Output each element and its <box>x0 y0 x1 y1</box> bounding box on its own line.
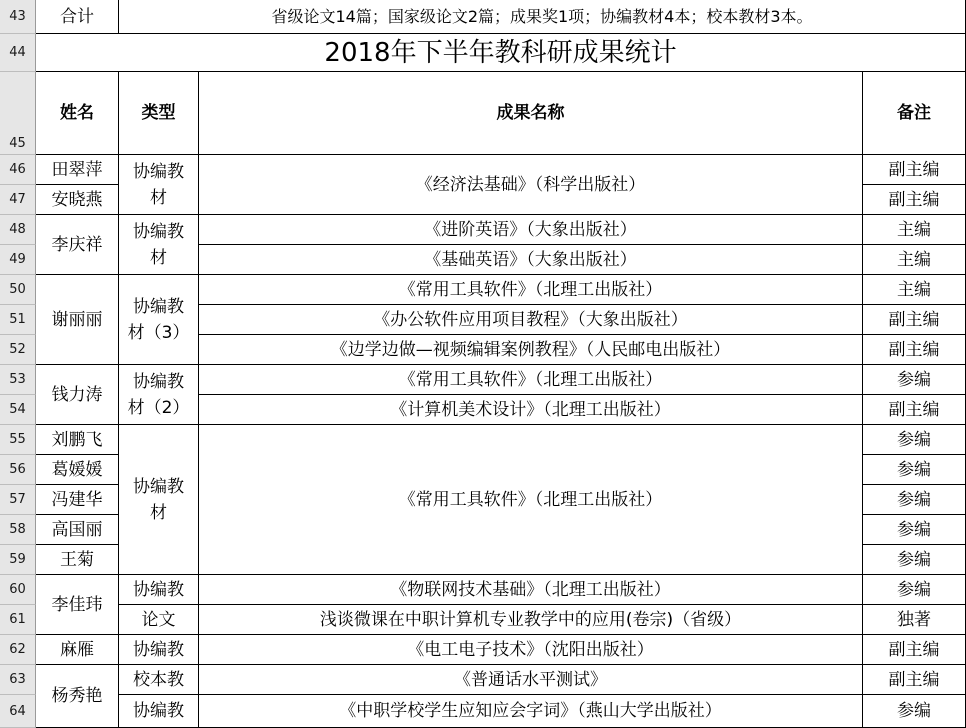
header-type-cell[interactable]: 类型 <box>119 72 199 155</box>
note-cell[interactable]: 参编 <box>863 575 966 605</box>
note-cell[interactable]: 参编 <box>863 455 966 485</box>
type-cell[interactable]: 协编教材 <box>119 215 199 275</box>
name-cell[interactable]: 葛媛媛 <box>36 455 119 485</box>
row-header[interactable]: 53 <box>0 365 36 395</box>
name-cell[interactable]: 高国丽 <box>36 515 119 545</box>
type-cell[interactable]: 协编教材 <box>119 155 199 215</box>
note-cell[interactable]: 参编 <box>863 545 966 575</box>
row-header[interactable]: 48 <box>0 215 36 245</box>
header-result-cell[interactable]: 成果名称 <box>199 72 863 155</box>
result-cell[interactable]: 《基础英语》（大象出版社） <box>199 245 863 275</box>
note-cell[interactable]: 参编 <box>863 425 966 455</box>
result-cell[interactable]: 《进阶英语》（大象出版社） <box>199 215 863 245</box>
row-header[interactable]: 54 <box>0 395 36 425</box>
name-cell[interactable]: 谢丽丽 <box>36 275 119 365</box>
row-header[interactable]: 45 <box>0 72 36 155</box>
note-cell[interactable]: 主编 <box>863 275 966 305</box>
note-cell[interactable]: 独著 <box>863 605 966 635</box>
note-cell[interactable]: 主编 <box>863 245 966 275</box>
result-cell[interactable]: 《电工电子技术》（沈阳出版社） <box>199 635 863 665</box>
summary-label-cell[interactable]: 合计 <box>36 0 119 34</box>
result-cell[interactable]: 《经济法基础》（科学出版社） <box>199 155 863 215</box>
result-cell[interactable]: 《边学边做—视频编辑案例教程》（人民邮电出版社） <box>199 335 863 365</box>
result-cell[interactable]: 《常用工具软件》（北理工出版社） <box>199 425 863 575</box>
row-header[interactable]: 58 <box>0 515 36 545</box>
name-cell[interactable]: 刘鹏飞 <box>36 425 119 455</box>
type-cell[interactable]: 协编教 <box>119 635 199 665</box>
row-header[interactable]: 57 <box>0 485 36 515</box>
row-header[interactable]: 51 <box>0 305 36 335</box>
result-cell[interactable]: 《办公软件应用项目教程》（大象出版社） <box>199 305 863 335</box>
row-header[interactable]: 59 <box>0 545 36 575</box>
row-header[interactable]: 60 <box>0 575 36 605</box>
name-cell[interactable]: 杨秀艳 <box>36 665 119 728</box>
note-cell[interactable]: 参编 <box>863 695 966 728</box>
table-title-cell[interactable]: 2018年下半年教科研成果统计 <box>36 34 966 72</box>
name-cell[interactable]: 安晓燕 <box>36 185 119 215</box>
note-cell[interactable]: 副主编 <box>863 305 966 335</box>
summary-text-cell[interactable]: 省级论文14篇；国家级论文2篇；成果奖1项；协编教材4本；校本教材3本。 <box>119 0 966 34</box>
row-header[interactable]: 61 <box>0 605 36 635</box>
name-cell[interactable]: 麻雁 <box>36 635 119 665</box>
type-cell[interactable]: 协编教材（3） <box>119 275 199 365</box>
name-cell[interactable]: 冯建华 <box>36 485 119 515</box>
note-cell[interactable]: 主编 <box>863 215 966 245</box>
note-cell[interactable]: 副主编 <box>863 665 966 695</box>
row-header[interactable]: 43 <box>0 0 36 34</box>
row-header[interactable]: 55 <box>0 425 36 455</box>
header-name-cell[interactable]: 姓名 <box>36 72 119 155</box>
type-cell[interactable]: 协编教材 <box>119 425 199 575</box>
result-cell[interactable]: 《计算机美术设计》（北理工出版社） <box>199 395 863 425</box>
result-cell[interactable]: 浅谈微课在中职计算机专业教学中的应用(卷宗)（省级） <box>199 605 863 635</box>
row-header[interactable]: 46 <box>0 155 36 185</box>
type-cell[interactable]: 协编教材（2） <box>119 365 199 425</box>
name-cell[interactable]: 钱力涛 <box>36 365 119 425</box>
name-cell[interactable]: 王菊 <box>36 545 119 575</box>
note-cell[interactable]: 副主编 <box>863 335 966 365</box>
type-cell[interactable]: 校本教 <box>119 665 199 695</box>
header-note-cell[interactable]: 备注 <box>863 72 966 155</box>
row-header[interactable]: 52 <box>0 335 36 365</box>
row-header[interactable]: 47 <box>0 185 36 215</box>
type-cell[interactable]: 协编教 <box>119 575 199 605</box>
row-header[interactable]: 44 <box>0 34 36 72</box>
type-cell[interactable]: 论文 <box>119 605 199 635</box>
result-cell[interactable]: 《常用工具软件》（北理工出版社） <box>199 275 863 305</box>
note-cell[interactable]: 副主编 <box>863 185 966 215</box>
result-cell[interactable]: 《常用工具软件》（北理工出版社） <box>199 365 863 395</box>
note-cell[interactable]: 参编 <box>863 485 966 515</box>
result-cell[interactable]: 《物联网技术基础》（北理工出版社） <box>199 575 863 605</box>
row-header[interactable]: 63 <box>0 665 36 695</box>
type-cell[interactable]: 协编教 <box>119 695 199 728</box>
name-cell[interactable]: 田翠萍 <box>36 155 119 185</box>
result-cell[interactable]: 《中职学校学生应知应会字词》（燕山大学出版社） <box>199 695 863 728</box>
note-cell[interactable]: 参编 <box>863 365 966 395</box>
note-cell[interactable]: 参编 <box>863 515 966 545</box>
note-cell[interactable]: 副主编 <box>863 635 966 665</box>
name-cell[interactable]: 李佳玮 <box>36 575 119 635</box>
row-header[interactable]: 56 <box>0 455 36 485</box>
note-cell[interactable]: 副主编 <box>863 155 966 185</box>
note-cell[interactable]: 副主编 <box>863 395 966 425</box>
row-header[interactable]: 64 <box>0 695 36 728</box>
result-cell[interactable]: 《普通话水平测试》 <box>199 665 863 695</box>
name-cell[interactable]: 李庆祥 <box>36 215 119 275</box>
row-header[interactable]: 62 <box>0 635 36 665</box>
row-header[interactable]: 49 <box>0 245 36 275</box>
row-header[interactable]: 50 <box>0 275 36 305</box>
